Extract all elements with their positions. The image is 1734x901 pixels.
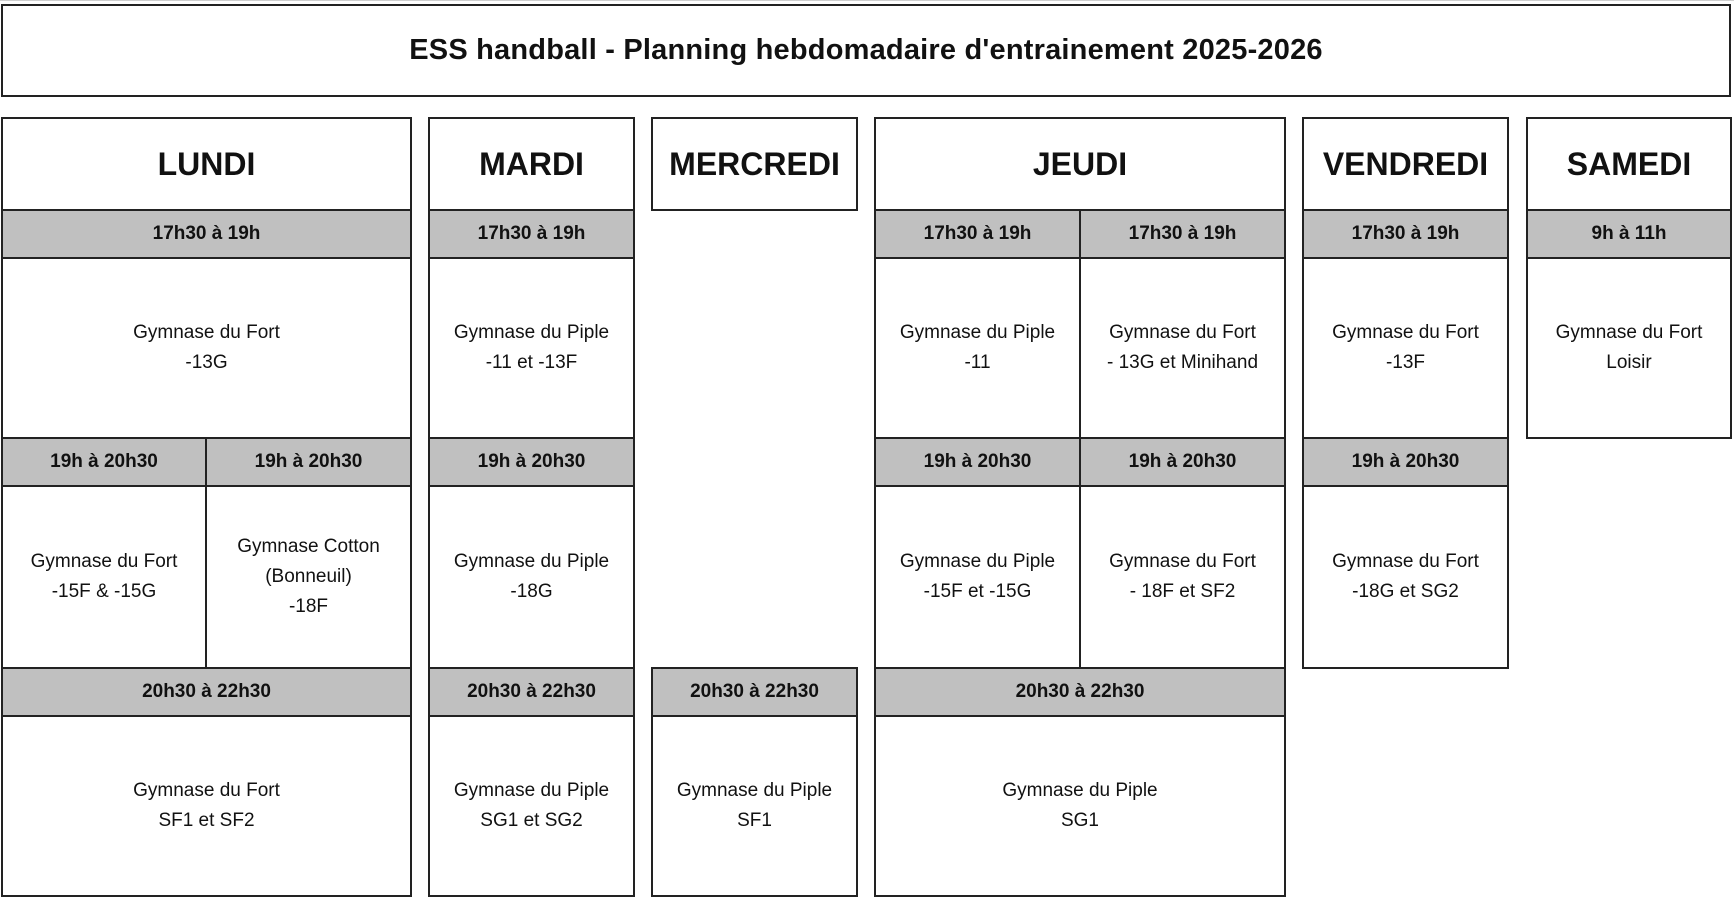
venue-name: Gymnase du Piple <box>1002 780 1158 801</box>
session-lundi-3 <box>1 715 412 897</box>
session-jeudi-3 <box>874 715 1286 897</box>
venue-name: Gymnase du Piple <box>676 780 833 801</box>
timeslot-jeudi-2b: 19h à 20h30 <box>1079 437 1286 487</box>
session-jeudi-1b <box>1079 257 1286 439</box>
team-list: SF1 et SF2 <box>158 810 255 831</box>
team-list: -18G <box>510 581 553 602</box>
timeslot-jeudi-1b: 17h30 à 19h <box>1079 209 1286 259</box>
venue-name: Gymnase du Fort <box>1109 551 1256 572</box>
venue-name: Gymnase du Piple <box>453 551 610 572</box>
venue-location: (Bonneuil) <box>265 566 352 587</box>
venue-name: Gymnase du Fort <box>133 780 280 801</box>
team-list: -18G et SG2 <box>1352 581 1459 602</box>
team-list: -13G <box>185 352 228 373</box>
session-mardi-3 <box>428 715 635 897</box>
day-header-vendredi: VENDREDI <box>1302 117 1509 211</box>
timeslot-lundi-2a: 19h à 20h30 <box>1 437 207 487</box>
session-vendredi-2 <box>1302 485 1509 669</box>
session-lundi-1 <box>1 257 412 439</box>
timeslot-mardi-1: 17h30 à 19h <box>428 209 635 259</box>
venue-name: Gymnase du Piple <box>453 780 610 801</box>
day-header-mardi: MARDI <box>428 117 635 211</box>
day-header-lundi: LUNDI <box>1 117 412 211</box>
venue-name: Gymnase du Piple <box>899 551 1056 572</box>
timeslot-mardi-3: 20h30 à 22h30 <box>428 667 635 717</box>
venue-name: Gymnase du Fort <box>1109 322 1256 343</box>
team-list: -11 <box>964 352 991 373</box>
team-list: - 18F et SF2 <box>1129 581 1236 602</box>
session-jeudi-2a <box>874 485 1081 669</box>
session-mercredi-3 <box>651 715 858 897</box>
venue-name: Gymnase du Piple <box>899 322 1056 343</box>
venue-name: Gymnase du Fort <box>133 322 280 343</box>
session-jeudi-2b <box>1079 485 1286 669</box>
timeslot-mardi-2: 19h à 20h30 <box>428 437 635 487</box>
timeslot-samedi-1: 9h à 11h <box>1526 209 1732 259</box>
session-jeudi-1a <box>874 257 1081 439</box>
team-list: -18F <box>288 596 329 617</box>
team-list: -11 et -13F <box>485 352 578 373</box>
session-vendredi-1 <box>1302 257 1509 439</box>
sheet-top-rule <box>0 0 1734 1</box>
session-lundi-2b <box>205 485 412 669</box>
session-lundi-2a <box>1 485 207 669</box>
timeslot-jeudi-2a: 19h à 20h30 <box>874 437 1081 487</box>
timeslot-mercredi-3: 20h30 à 22h30 <box>651 667 858 717</box>
timeslot-lundi-1: 17h30 à 19h <box>1 209 412 259</box>
team-list: - 13G et Minihand <box>1106 352 1259 373</box>
venue-name: Gymnase du Fort <box>30 551 178 572</box>
team-list: SG1 et SG2 <box>480 810 583 831</box>
timeslot-jeudi-3: 20h30 à 22h30 <box>874 667 1286 717</box>
day-header-mercredi: MERCREDI <box>651 117 858 211</box>
team-list: -13F <box>1385 352 1426 373</box>
day-header-samedi: SAMEDI <box>1526 117 1732 211</box>
venue-name: Gymnase du Fort <box>1555 322 1703 343</box>
team-list: SF1 <box>737 810 772 831</box>
venue-name: Gymnase du Piple <box>453 322 610 343</box>
venue-name: Gymnase du Fort <box>1332 322 1479 343</box>
timeslot-lundi-3: 20h30 à 22h30 <box>1 667 412 717</box>
venue-name: Gymnase du Fort <box>1332 551 1479 572</box>
session-mardi-1 <box>428 257 635 439</box>
timeslot-vendredi-2: 19h à 20h30 <box>1302 437 1509 487</box>
team-list: Loisir <box>1606 352 1652 373</box>
session-mardi-2 <box>428 485 635 669</box>
timeslot-lundi-2b: 19h à 20h30 <box>205 437 412 487</box>
timeslot-jeudi-1a: 17h30 à 19h <box>874 209 1081 259</box>
timeslot-vendredi-1: 17h30 à 19h <box>1302 209 1509 259</box>
session-samedi-1 <box>1526 257 1732 439</box>
page-title: ESS handball - Planning hebdomadaire d'entrainement 2025-2026 <box>1 4 1731 97</box>
venue-name: Gymnase Cotton <box>237 536 380 557</box>
day-header-jeudi: JEUDI <box>874 117 1286 211</box>
team-list: SG1 <box>1060 810 1100 831</box>
team-list: -15F et -15G <box>923 581 1032 602</box>
team-list: -15F & -15G <box>51 581 157 602</box>
